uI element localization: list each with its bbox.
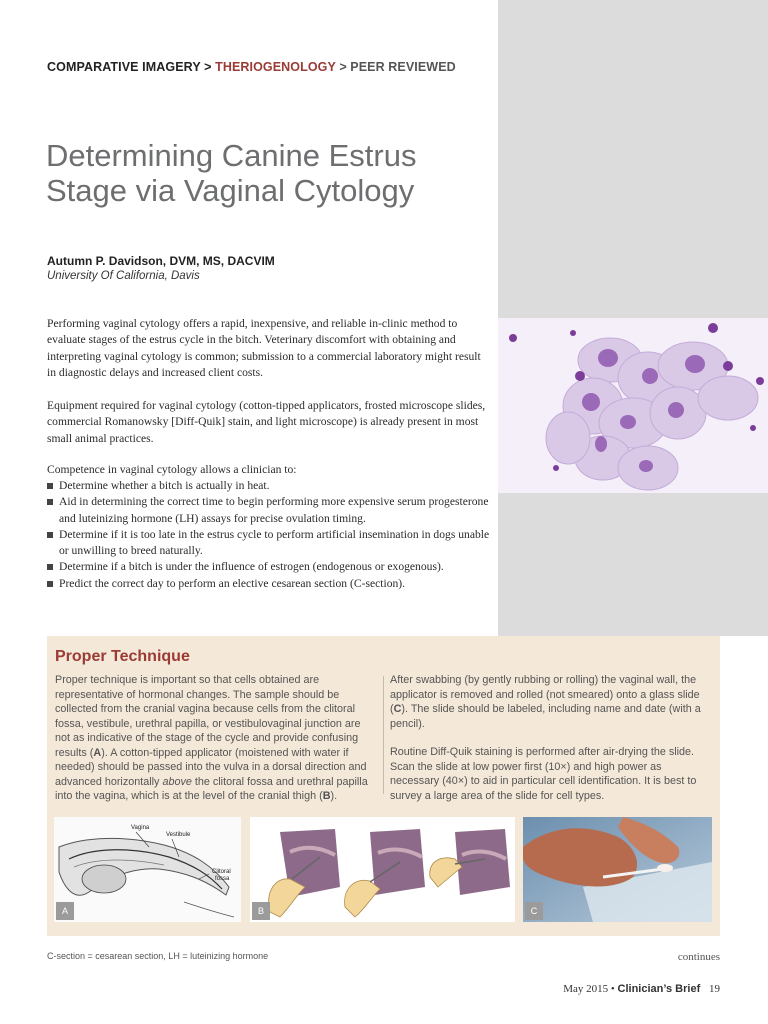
footnote: C-section = cesarean section, LH = luteinizing hormone: [47, 951, 269, 961]
list-item: Determine if a bitch is under the influence of estrogen (endogenous or exogenous).: [47, 559, 492, 575]
list-item: Determine whether a bitch is actually in heat.: [47, 478, 492, 494]
label-clitoral: Clitoral: [212, 869, 231, 875]
bullet-square-icon: [47, 581, 53, 587]
technique-illustration: [250, 817, 515, 922]
competence-list: [47, 478, 492, 592]
list-item: Determine if it is too late in the estrus cycle to perform artificial insemination in dogs unable or unwilling to breed naturally.: [47, 527, 492, 560]
breadcrumb-review: > PEER REVIEWED: [339, 60, 456, 74]
bullet-square-icon: [47, 564, 53, 570]
folio-date: May 2015 •: [563, 983, 615, 995]
anatomy-drawing: [54, 817, 241, 922]
box-left-column: [55, 673, 377, 818]
figure-label-a: A: [56, 902, 74, 920]
folio-page-number: 19: [709, 983, 720, 995]
title-line-2: Stage via Vaginal Cytology: [46, 173, 415, 208]
bullet-square-icon: [47, 532, 53, 538]
box-right-column: [390, 673, 712, 817]
figure-label-b: B: [252, 902, 270, 920]
figure-c-slide-photo: [523, 817, 712, 922]
label-fossa: fossa: [215, 876, 230, 882]
competence-paragraph: Competence in vaginal cytology allows a clinician to:: [47, 463, 297, 476]
label-vagina: Vagina: [131, 825, 150, 831]
breadcrumb: [47, 60, 456, 74]
bullet-square-icon: [47, 499, 53, 505]
figure-b-technique: [250, 817, 515, 922]
equipment-paragraph: Equipment required for vaginal cytology (cotton-tipped applicators, frosted microscope slides, commercial Romanowsky [Diff-Quik] stain, and light microscope) is already present in most small animal practices.: [47, 399, 486, 445]
author-affiliation: University Of California, Davis: [47, 270, 200, 282]
figure-a-anatomy: [54, 817, 241, 922]
proper-technique-box: [47, 636, 720, 936]
article-title: [46, 138, 486, 208]
page-folio: [563, 983, 720, 995]
list-item: Predict the correct day to perform an elective cesarean section (C-section).: [47, 576, 492, 592]
breadcrumb-topic: THERIOGENOLOGY: [215, 60, 336, 74]
label-vestibule: Vestibule: [166, 832, 191, 838]
continues-note: continues: [677, 951, 720, 963]
title-line-1: Determining Canine Estrus: [46, 138, 417, 173]
staining-paragraph: Routine Diff-Quik staining is performed after air-drying the slide. Scan the slide at low power first (10×) and high power as necessary (40×) to aid in particular cell identification. It is best to survey a large area of the slide for cell types.: [390, 746, 697, 802]
figure-label-c: C: [525, 902, 543, 920]
bullet-square-icon: [47, 483, 53, 489]
swabbing-paragraph: After swabbing (by gently rubbing or rolling) the vaginal wall, the applicator is removed and rolled (not smeared) onto a glass slide (C). The slide should be labeled, including name and date (with a pencil).: [390, 674, 701, 730]
box-title: Proper Technique: [55, 648, 190, 665]
breadcrumb-section: COMPARATIVE IMAGERY >: [47, 60, 212, 74]
author-name: Autumn P. Davidson, DVM, MS, DACVIM: [47, 254, 275, 268]
column-divider: [383, 676, 384, 794]
vaginal-cytology-micrograph: [498, 318, 768, 493]
technique-paragraph: Proper technique is important so that cells obtained are representative of hormonal changes. The sample should be collected from the cranial vagina because cells from the clitoral fossa, vestibule, urethral papilla, or vestibulovaginal junction are not as indicative of the stage of the cycle and provide confusing results (A). A cotton-tipped applicator (moistened with water if needed) should be passed into the vulva in a dorsal direction and advanced horizontally above the clitoral fossa and urethral papilla into the vagina, which is at the level of the cranial thigh (B).: [55, 674, 368, 802]
micrograph-cells: [498, 318, 768, 493]
folio-publication: Clinician’s Brief: [617, 983, 701, 995]
intro-paragraph: Performing vaginal cytology offers a rapid, inexpensive, and reliable in-clinic method to evaluate stages of the estrus cycle in the bitch. Veterinary discomfort with obtaining and interpreting vaginal cytology is common; submission to a commercial laboratory might result in diagnostic delays and increased client costs.: [47, 317, 481, 379]
list-item: Aid in determining the correct time to begin performing more expensive serum progesterone and luteinizing hormone (LH) assays for precise ovulation timing.: [47, 494, 492, 527]
slide-photo: [523, 817, 712, 922]
